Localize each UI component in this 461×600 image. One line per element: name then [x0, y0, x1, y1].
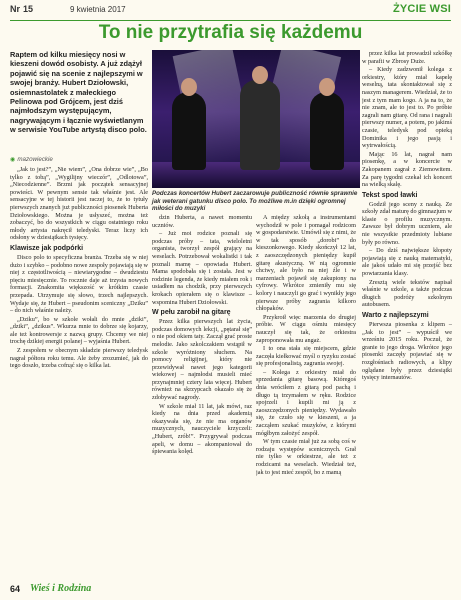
- article-headline: To nie przytrafia się każdemu: [98, 22, 363, 43]
- subheading: W pełu zarobił na gitarę: [152, 309, 231, 317]
- paragraph: Pierwsza piosenka z klipem – „Jak to jest” – wypuścił we wrześniu 2015 roku. Poczuł, że granie to jego droga. Wkrótce jego piosenki zaczęły pojawiać się w rozgłośniach radiowych, a klipy oglądane były przez dziesiątki tysięcy internautów.: [362, 321, 452, 382]
- location-icon: ◉: [10, 156, 16, 163]
- subheading: Tekst spod ławki: [362, 191, 418, 199]
- paragraph: Disco polo to specyficzna branża. Trzeba się w niej dużo i szybko – podobno nowe zespoły pojawiają się w niej z częstotliwością – niewiarygodne – dwudziestu pięciu miesięcznie. To rocznie daje aż trzysta nowych formacji. Znakomita większość w krótkim czasie przepada. Utrzymuje się słowo, trzech najlepszych. Wydaje się, że Hubert – pseudonim sceniczny „Dziku” – do nich właśnie należy.: [10, 253, 148, 315]
- text-column-1: [10, 166, 148, 581]
- band-member: [310, 92, 344, 170]
- issue-prefix: Nr: [10, 4, 21, 14]
- paragraph: – Już moi rodzice poznali się podczas próby – tata, wieloletni organista, tworzył zespół grający na weselach. Potrzebował wokalistki i tak poznali mamę – opowiada Hubert. Mama spodobała się i została. Jest w rodzinie legenda, że kiedy miałem rok i usiadłem na chodzik, przy pierwszych krokach opierałem się o klawisze – wspomina Hubert Dziołowski.: [152, 230, 252, 306]
- paragraph: – Kiedy zadzwonił kolega z orkiestry, który miał kapelę weselną, tata skontaktował się z naszym managerem. Wiedział, że to jest z tym mam kogo. A ja na to, że nie znam, ale to jest to. Po próbie zagrali nam gitarę. Od rana i nagrali pierwszy numer, a potem, po jakimś czasie, teledysk pod opieką Dominika i jego pasją i wytrwałością.: [362, 66, 452, 150]
- paragraph: – Do dziś największe kłopoty pojawiają się z nauką matematyki, ale jakoś udało mi się przejść bez powtarzania klasy.: [362, 247, 452, 278]
- band-member-head: [181, 78, 197, 96]
- paragraph: I to ona stała się miejscem, gdzie zaczęła kiełkować myśl o ryzyku zostać się profesjonalistą, zagrania swojej.: [256, 345, 356, 368]
- paragraph: Przez kilka pierwszych lat życia, podczas domowych lekcji, „pętarał się” o nie pod okiem taty. Zaczął grać proste melodie. Jako szkolczakiem wstąpił w szkole wyróżniony słuchem. Na pomocy religijnej, który nie przewidywał nawet jego kategorii wiekowej – najmłodsi musieli mieć przynajmniej cztery lata więcej. Hubert również na skrzypcach okazało się że zdobywać nagrody.: [152, 318, 252, 402]
- page-number: 64: [10, 584, 21, 594]
- lead-singer-head: [252, 66, 268, 84]
- paragraph: Mając 16 lat, nagrał nam piosenkę, a w koncercie w Zakopanem zagrał z Ziemowitem. Za parę tygodni czekał ich koncert na wielką skalę.: [362, 150, 452, 189]
- issue-date: 9 kwietnia 2017: [70, 5, 126, 14]
- paragraph: „Jak to jest?”, „Nie wiem”, „Ona dobrze wie”, „Bo tylko z tobą”, „Wygilijny wieczór”, „Odlotowa”, „Niecodzienne”. Brzmi jak początek sensacyjnej powieści. W pewnym sensie tak właśnie jest. Ale sensacyjne w tej historii jest raczej to, że to tytuły pierwszych znanych już publiczności piosenek Huberta Dziołowskiego. Można je usłyszeć, można też zobaczyć, bo do wszystkich w ciągu ostatniego roku młody artysta nakręcił teledyski. Teraz liczy ich odsłony w dziesiątkach tysięcy.: [10, 166, 148, 242]
- paragraph: Zresztą wiele tekstów napisał właśnie w szkole, a także podczas długich podróży szkolnym autobusem.: [362, 278, 452, 309]
- lead-singer: [240, 80, 280, 170]
- article-lead: Raptem od kilku miesięcy nosi w kieszeni dowód osobisty. A już zdążył pojawić się na scenie z najlepszymi w swojej branży. Hubert Dziołowski, osiemnastolatek z małeckiego Pelinowa pod Grójcem, jest dziś najmłodszym występującym, nagrywającym i łącznie wyświetlanym w serwisie YouTube artystą disco polo.: [10, 50, 147, 135]
- header-divider: [10, 20, 451, 21]
- paragraph: dzin Huberta, a nawet momentu uczniów.: [152, 214, 252, 229]
- subheading: Warto z najlepszymi: [362, 312, 429, 319]
- text-column-3: [256, 214, 356, 581]
- subheading: Klawisze jak podpórki: [10, 244, 84, 252]
- paragraph: W szkole miał 11 lat, jak mówi, raz kiedy na dnia przed akademią okazywała się, że nie ma organów muzycznych, nauczyciele krzyczeli: „Hubert, zrób!”. Przygrywał podczas apeli, w domu – akompaniował do śpiewania kolęd.: [152, 402, 252, 456]
- issue-number: 15: [23, 4, 34, 14]
- photo-caption: Podczas koncertów Hubert zaczarowuje publiczność równie sprawnie jak weterani gatunku disco polo. To możliwe m.in dzięki ogromnej miłości do muzyki: [152, 190, 358, 213]
- issue-label: [10, 4, 33, 14]
- publication-name: Wieś i Rodzina: [30, 583, 92, 594]
- page-header: [10, 4, 451, 18]
- concert-photo: [152, 50, 360, 188]
- text-column-2: [152, 214, 252, 581]
- source-credit: [10, 156, 148, 163]
- paragraph: A między szkołą a instrumentami wychodził w pole i pomagał rodzicom w gospodarstwie. Umówił się z nimi, że w tak sposób „dorobi” do kieszonkowego. Kiedy skończył 12 lat, z zaoszczędzonych pieniędzy kupił gitarę akustyczną. W nią ogromnie chciwy, ale było na niej źle i w marzeniach pojawił się zakupiony na cyfrowy. Wkrótce zmieniły mu się kolory i nauczyli go grać i wynikły jego pierwsze próby zagrania kilkoro chłopaków.: [256, 214, 356, 313]
- source-credit-label: mazowieckie: [17, 156, 53, 163]
- paragraph: Godził jego sceny z nauką. Ze szkoły zdał maturę do gimnazjum w klasie o profilu muzycznym. Zawsze był dobrym uczniem, ale nie wszystkie przedmioty lubiane były po równo.: [362, 200, 452, 246]
- paragraph: – Kolega z orkiestry miał do sprzedania gitarę basową. Któregoś dnia wróciłem z gitarą pod pachą i długo tą trzymałem w ręku. Rodzice spojrzeli i kupili mi ją z zaoszczędzonych pieniędzy. Wydawało się, że czuło się w kieszeni, a ja zacząłem szukać muzyków, z którymi mógłbym założyć zespół.: [256, 368, 356, 437]
- paragraph: Przykroił więc marzenia do drugiej próbie. W ciągu ośmiu miesięcy nauczył się tak, że orkiestra zaproponowała mu angaż.: [256, 313, 356, 344]
- paragraph: Z zespołem w obecnym składzie pierwszy teledysk nagrał półtora roku temu. Ale żeby zrozumieć, jak do tego doszło, trzeba cofnąć się o kilka lat.: [10, 347, 148, 370]
- paragraph: przez kilka lat prowadził szkółkę w parafii w Zbrosy Duże.: [362, 50, 452, 65]
- paragraph: W tym czasie miał już za sobą coś w rodzaju występów scenicznych. Grał nie tylko w orkiestrze, ale też z rodzicami na weselach. Wiedział też, jak to jest mieć zespół, bo z mamą: [256, 438, 356, 476]
- text-column-4: [362, 50, 452, 581]
- page-footer: [10, 582, 451, 598]
- band-member-head: [319, 78, 335, 96]
- band-member: [172, 92, 206, 170]
- paragraph: „Dziku”, bo w szkole wołali do mnie „dziki”, „dziki”, „dzikus”. Wkurza mnie to dobrze się kojarzy, ale też kontrowersje z nazwą grupy. Chcemy we niej trochę dzikiej energii polanej – wyjaśnia Hubert.: [10, 315, 148, 346]
- section-title: ŻYCIE WSI: [392, 3, 451, 15]
